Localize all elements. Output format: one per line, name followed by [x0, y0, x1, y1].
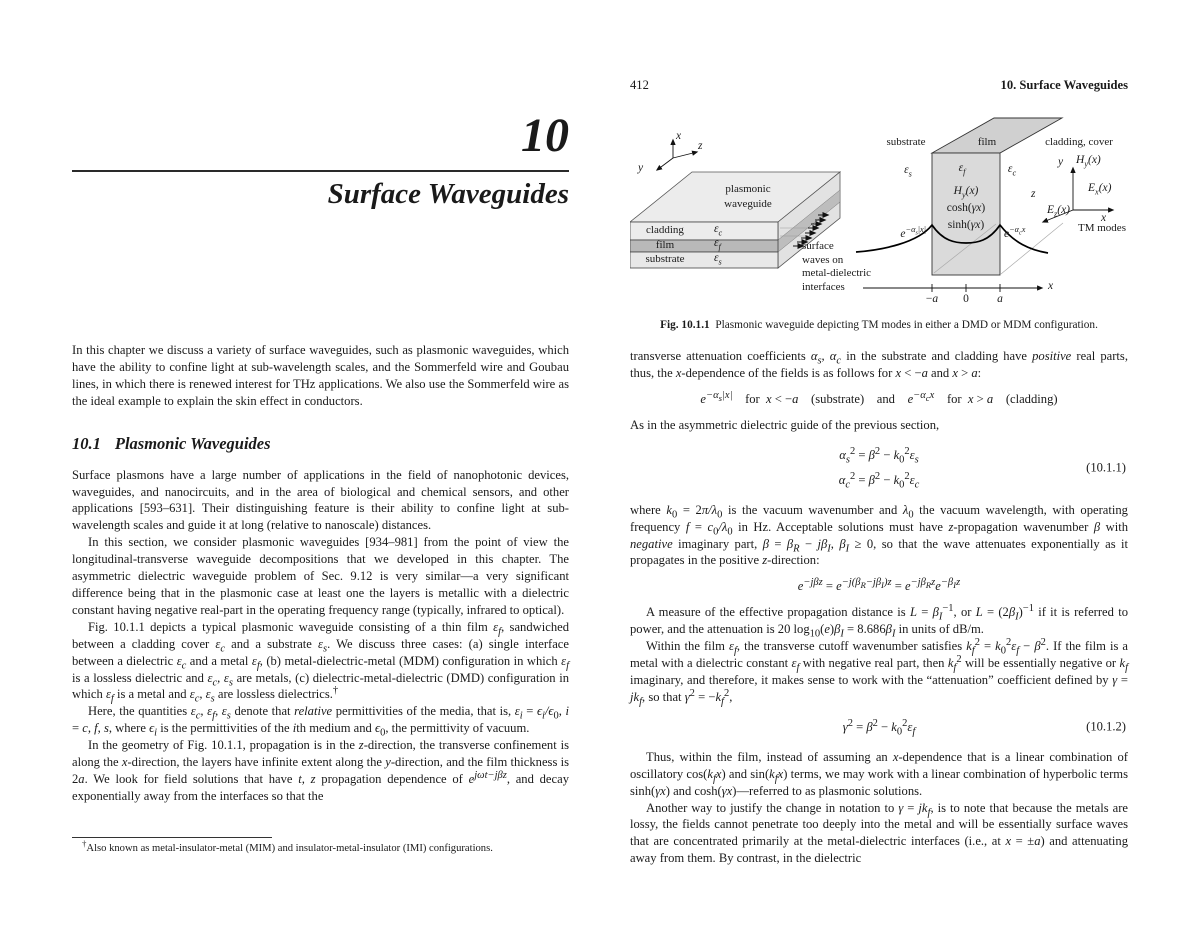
- waveguide-title: plasmonic waveguide: [724, 183, 772, 210]
- trio-ez-label: $E_z(x)$: [1047, 204, 1071, 219]
- right-page: [630, 0, 1130, 927]
- axis-y-label: y: [638, 162, 644, 174]
- paragraph: Here, the quantities $\varepsilon_c$, $\varepsilon_f$, $\varepsilon_s$ denote that relative permittivities of the media, that is, $\varepsilon_i = \epsilon_i/\epsilon_0$, i = c, f, s, where $\epsilon_i$ is the permittivities of the ith medium and $\epsilon_0$, the permittivity of vacuum.: [72, 704, 570, 739]
- eps-substrate-label: $\varepsilon_s$: [714, 252, 722, 267]
- paragraph: In the geometry of Fig. 10.1.1, propagation is in the z-direction, the transverse confinement is along the x-direction, the layers have infinite extent along the y-direction, and the film thickness is 2a. We look for field solutions that have t, z propagation dependence of $e^{j\omega t-j\beta z}$, and decay exponentially away from the interfaces so that the: [72, 738, 570, 803]
- paragraph: Within the film $\varepsilon_f$, the transverse cutoff wavenumber satisfies $k_f^2 = k_0^2\varepsilon_f - \beta^2$. If the film is a metal with a dielectric constant $\varepsilon_f$ with negative real part, then $k_f^2$ will be essentially negative or $k_f$ imaginary, and therefore, it makes sense to work with the “attenuation” coefficient defined by $\gamma = jk_f$, so that $\gamma^2 = -k_f^2$,: [630, 636, 1128, 708]
- equation-number: (10.1.2): [1086, 719, 1126, 734]
- surface-waves-annotation: surface waves on metal-dielectric interfaces: [802, 240, 872, 293]
- section-number: 10.1: [72, 433, 101, 453]
- paragraph: As in the asymmetric dielectric guide of the previous section,: [630, 417, 940, 432]
- intro-paragraph: In this chapter we discuss a variety of surface waveguides, such as plasmonic waveguides, which have the ability to confine light at sub-wavelength scales, and the Sommerfeld wire and Goubau lines, in which there is renewed interest for THz applications. We also use the Sommerfeld wire as the ideal example to explain the skin effect in conductors.: [72, 343, 569, 408]
- figure-caption-text: Plasmonic waveguide depicting TM modes in either a DMD or MDM configuration.: [715, 319, 1098, 331]
- equation-line: $\gamma^2 = \beta^2 - k_0^2\varepsilon_f$: [842, 717, 916, 738]
- trio-z-label: z: [1031, 188, 1036, 200]
- trio-y-label: y: [1058, 156, 1064, 168]
- section-title: Plasmonic Waveguides: [114, 433, 271, 453]
- trio-ex-label: $E_x(x)$: [1088, 182, 1112, 197]
- eps-c-label: $\varepsilon_c$: [1007, 163, 1017, 178]
- left-page: [72, 0, 569, 927]
- equation-line: $\alpha_c^2 = \beta^2 - k_0^2\varepsilon_c$: [838, 470, 920, 491]
- eps-f-label: $\varepsilon_f$: [958, 162, 966, 177]
- axis-x-bottom-label: x: [1048, 280, 1054, 292]
- paragraph: Fig. 10.1.1 depicts a typical plasmonic waveguide consisting of a thin film $\varepsilon_f$, sandwiched between a cladding cover $\varepsilon_c$ and a substrate $\varepsilon_s$. We discuss three cases: (a) single interface between a dielectric $\varepsilon_c$ and a metal $\varepsilon_f$, (b) metal-dielectric-metal (MDM) configuration in which $\varepsilon_f$ is a lossless dielectric and $\varepsilon_c$, $\varepsilon_s$ are metals, (c) dielectric-metal-dielectric (DMD) configuration in which $\varepsilon_f$ is a metal and $\varepsilon_c$, $\varepsilon_s$ are lossless dielectrics.†: [72, 619, 570, 705]
- tm-modes-label: TM modes: [1078, 222, 1126, 234]
- page-number: 412: [630, 78, 649, 92]
- cladding-region-label: cladding, cover: [1045, 136, 1113, 148]
- chapter-rule: [72, 170, 569, 172]
- decay-cladding-label: $e^{-\alpha_cx}$: [1004, 225, 1026, 240]
- left-page-body: [72, 342, 569, 805]
- paragraph: Surface plasmons have a large number of applications in the field of nanophotonic devices, waveguides, and nanocircuits, and in the area of biological and chemical sensors, and other applications [593–631]. Their distinguishing feature is their ability to confine light at sub-wavelength scales and guide it at long (relative to nanoscale) distances.: [72, 467, 569, 533]
- footnote-rule: [72, 837, 272, 838]
- paragraph: transverse attenuation coefficients $\alpha_s$, $\alpha_c$ in the substrate and cladding have positive real parts, thus, the x-dependence of the fields is as follows for x < −a and x > a:: [630, 349, 1128, 380]
- paragraph: Thus, within the film, instead of assuming an x-dependence that is a linear combination of oscillatory $\cos(k_fx)$ and $\sin(k_fx)$ terms, we may work with a linear combination of hyperbolic terms sinh(γx) and cosh(γx)—referred to as plasmonic solutions.: [630, 749, 1128, 798]
- layer-substrate-label: substrate: [645, 253, 685, 265]
- equation-number: (10.1.1): [1086, 460, 1126, 475]
- eps-cladding-label: $\varepsilon_c$: [714, 223, 723, 238]
- trio-hy-label: $H_y(x)$: [1076, 154, 1101, 169]
- equation-line: $\alpha_s^2 = \beta^2 - k_0^2\varepsilon_s$: [839, 445, 919, 466]
- tick-a: a: [997, 293, 1003, 305]
- eps-s-label: $\varepsilon_s$: [904, 164, 912, 179]
- paragraph: Another way to justify the change in notation to $\gamma = jk_f$, is to note that because the metals are lossy, the fields cannot penetrate too deeply into the metal and will be essentially surface waves that are concentrated primarily at the metal-dielectric interfaces (i.e., at x = ±a) and attenuating away from them. By contrast, in the dielectric: [630, 800, 1128, 866]
- trio-x-label: x: [1101, 212, 1107, 224]
- layer-cladding-label: cladding: [646, 224, 684, 236]
- equation-10-1-2: [630, 715, 1128, 740]
- figure-caption: [630, 318, 1128, 332]
- axis-z-label: z: [698, 140, 703, 152]
- footnote-text: †Also known as metal-insulator-metal (MIM) and insulator-metal-insulator (IMI) configurations.: [82, 838, 493, 854]
- figure-10-1-1: [630, 112, 1130, 312]
- footnote: [72, 838, 569, 856]
- equation-10-1-1: [630, 443, 1128, 493]
- chapter-number: 10: [521, 109, 569, 162]
- section-heading: [72, 434, 569, 454]
- chapter-title: Surface Waveguides: [327, 178, 569, 210]
- figure-caption-label: Fig. 10.1.1: [660, 319, 710, 331]
- axis-x-label: x: [676, 130, 682, 142]
- running-header-title: 10. Surface Waveguides: [1000, 78, 1128, 92]
- tick-zero: 0: [963, 293, 969, 305]
- running-header: [630, 78, 1128, 93]
- display-equation-fields: $e^{-\alpha_s|x|}$ for x < −a (substrate) and $e^{-\alpha_cx}$ for x > a (cladding): [700, 389, 1058, 406]
- film-region-label: film: [977, 136, 997, 148]
- paragraph: A measure of the effective propagation distance is $L = \beta_I^{-1}$, or $L = (2\beta_I)^{-1}$ if it is referred to power, and the attenuation is 20 $\log_{10}(e)\beta_I = 8.686\beta_I$ in units of dB/m.: [630, 603, 1128, 640]
- eps-film-label: $\varepsilon_f$: [714, 237, 721, 252]
- tick-minus-a: −a: [925, 293, 939, 305]
- decay-substrate-label: $e^{-\alpha_s|x|}$: [900, 225, 926, 240]
- film-field-expressions: $H_y(x)$ cosh(γx) sinh(γx): [946, 185, 986, 231]
- paragraph: where $k_0 = 2\pi/\lambda_0$ is the vacuum wavenumber and $\lambda_0$ the vacuum wavelength, with operating frequency $f = c_0/\lambda_0$ in Hz. Acceptable solutions must have z-propagation wavenumber β with negative imaginary part, $\beta = \beta_R - j\beta_I$, $\beta_I \ge 0$, so that the wave attenuates exponentially as it propagates in the positive z-direction:: [630, 502, 1129, 568]
- layer-film-label: film: [655, 239, 675, 251]
- right-page-body: [630, 348, 1128, 867]
- display-equation-beta: $e^{-j\beta z} = e^{-j(\beta_R-j\beta_I)z} = e^{-j\beta_Rz}e^{-\beta_Iz}$: [797, 577, 961, 594]
- paragraph: In this section, we consider plasmonic waveguides [934–981] from the point of view the longitudinal-transverse waveguide decompositions that we developed in this chapter. The asymmetric dielectric waveguide problem of Sec. 9.12 is very similar—a very significant difference being that in the plasmonic case at least one the layers is metallic with a dielectric constant having negative real-part in the operating frequency range (typically, infrared to optical).: [72, 535, 569, 617]
- substrate-region-label: substrate: [886, 136, 926, 148]
